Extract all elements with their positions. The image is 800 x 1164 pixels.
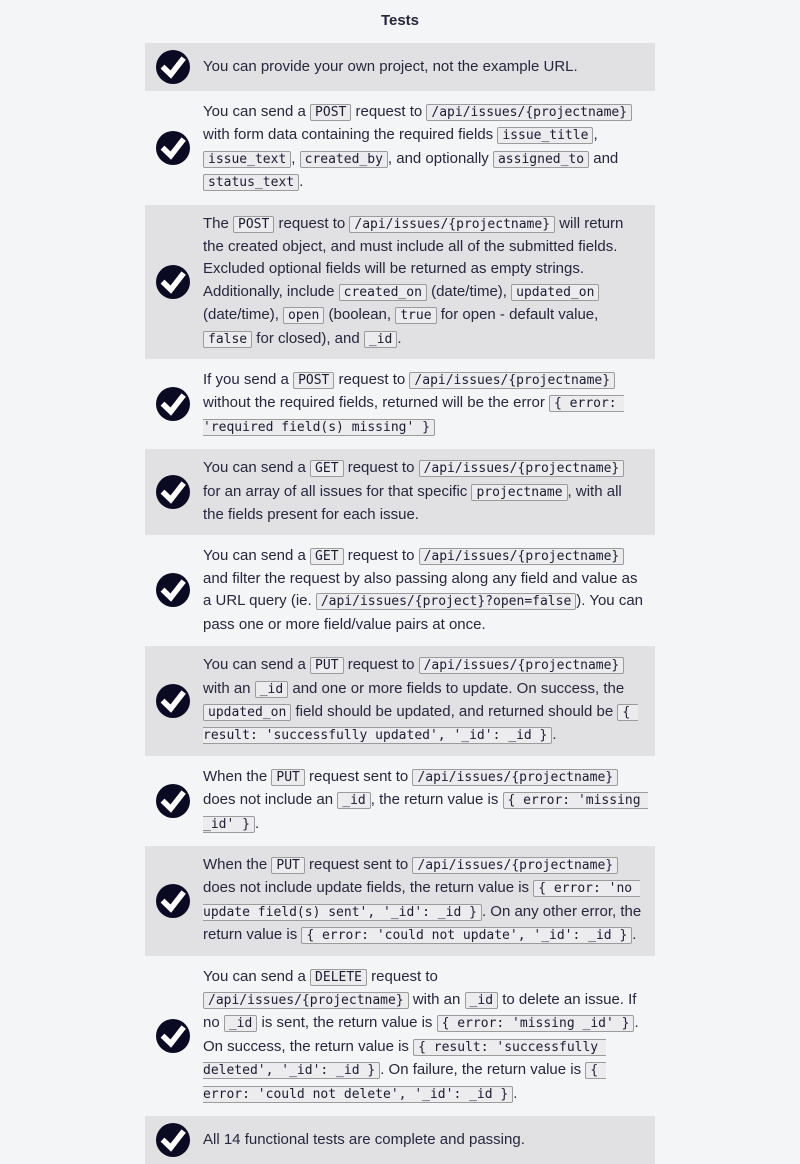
- check-circle-icon: [156, 884, 190, 918]
- check-circle-icon: [156, 475, 190, 509]
- test-description: If you send a POST request to /api/issues/{projectname} without the required fields, returned will be the error { error: 'required field(s) missing' }: [203, 371, 625, 435]
- inline-code: projectname: [471, 484, 567, 501]
- test-description: You can send a GET request to /api/issues/{projectname} and filter the request by also passing along any field and value as a URL query (ie. /api/issues/{project}?open=false ). You can pass one or more field/value pairs at once.: [203, 546, 644, 633]
- inline-code: updated_on: [203, 704, 291, 721]
- inline-code: _id: [255, 681, 288, 698]
- test-row: [145, 43, 655, 91]
- inline-code: _id: [224, 1015, 257, 1032]
- inline-code: /api/issues/{projectname}: [349, 216, 555, 233]
- inline-code: POST: [233, 216, 274, 233]
- check-circle-icon: [156, 131, 190, 165]
- page-header: [0, 0, 800, 30]
- inline-code: updated_on: [511, 284, 599, 301]
- check-circle-icon: [156, 573, 190, 607]
- check-circle-icon: [156, 387, 190, 421]
- inline-code: status_text: [203, 174, 299, 191]
- test-row: [145, 958, 655, 1114]
- test-row: [145, 449, 655, 534]
- inline-code: { error: 'could not delete', '_id': _id }: [203, 1063, 606, 1102]
- test-row: [145, 758, 655, 844]
- test-row: [145, 1116, 655, 1164]
- inline-code: /api/issues/{projectname}: [412, 857, 618, 874]
- inline-code: { error: 'could not update', '_id': _id }: [301, 927, 632, 944]
- inline-code: /api/issues/{projectname}: [203, 992, 409, 1009]
- inline-code: /api/issues/{projectname}: [419, 657, 625, 674]
- check-circle-icon: [156, 1123, 190, 1157]
- inline-code: { result: 'successfully deleted', '_id': _id }: [203, 1039, 606, 1079]
- page-title: Tests: [380, 12, 420, 29]
- test-row: [145, 537, 655, 645]
- inline-code: PUT: [271, 857, 304, 874]
- check-circle-icon: [156, 1019, 190, 1053]
- inline-code: { error: 'required field(s) missing' }: [203, 396, 625, 435]
- inline-code: assigned_to: [493, 151, 589, 168]
- test-description: The POST request to /api/issues/{projectname} will return the created object, and must include all of the submitted fields. Excluded optional fields will be returned as empty strings. Additionally, include created_on (date/time), updated_on (date/time), open (boolean, true for open - default value, false for closed), and _id .: [203, 214, 624, 347]
- check-circle-icon: [156, 684, 190, 718]
- test-description: You can send a DELETE request to /api/issues/{projectname} with an _id to delete an issue. If no _id is sent, the return value is { error: 'missing _id' } . On success, the return value is { result: 'successfully deleted', '_id': _id } . On failure, the return value is { error: 'could not delete', '_id': _id } .: [203, 967, 639, 1102]
- inline-code: _id: [465, 992, 498, 1009]
- inline-code: issue_title: [497, 127, 593, 144]
- inline-code: GET: [310, 460, 343, 477]
- tests-list: [145, 43, 655, 1164]
- inline-code: _id: [364, 331, 397, 348]
- inline-code: /api/issues/{projectname}: [412, 769, 618, 786]
- test-description: When the PUT request sent to /api/issues/{projectname} does not include update fields, the return value is { error: 'no update field(s) sent', '_id': _id } . On any other error, the return value is { error: 'could not update', '_id': _id } .: [203, 855, 642, 944]
- inline-code: { error: 'missing _id' }: [437, 1015, 635, 1032]
- inline-code: { result: 'successfully updated', '_id': _id }: [203, 704, 639, 744]
- inline-code: POST: [310, 104, 351, 121]
- inline-code: { error: 'no update field(s) sent', '_id': _id }: [203, 881, 640, 920]
- test-row: [145, 846, 655, 956]
- inline-code: PUT: [310, 657, 343, 674]
- inline-code: /api/issues/{projectname}: [419, 460, 625, 477]
- check-circle-icon: [156, 265, 190, 299]
- inline-code: GET: [310, 548, 343, 565]
- test-row: [145, 205, 655, 359]
- test-description: You can send a PUT request to /api/issues/{projectname} with an _id and one or more fields to update. On success, the updated_on field should be updated, and returned should be { result: 'successfully updated', '_id': _id } .: [203, 656, 639, 744]
- inline-code: /api/issues/{projectname}: [419, 548, 625, 565]
- inline-code: created_by: [300, 151, 388, 168]
- check-circle-icon: [156, 784, 190, 818]
- inline-code: PUT: [271, 769, 304, 786]
- test-row: [145, 361, 655, 447]
- inline-code: /api/issues/{project}?open=false: [316, 593, 576, 610]
- test-row: [145, 93, 655, 203]
- test-description: You can send a GET request to /api/issues/{projectname} for an array of all issues for that specific projectname , with all the fields present for each issue.: [203, 457, 643, 526]
- test-description: You can provide your own project, not the example URL.: [203, 57, 578, 75]
- inline-code: false: [203, 331, 252, 348]
- inline-code: /api/issues/{projectname}: [409, 372, 615, 389]
- inline-code: POST: [293, 372, 334, 389]
- inline-code: issue_text: [203, 151, 291, 168]
- inline-code: true: [395, 307, 436, 324]
- test-row: [145, 646, 655, 756]
- inline-code: { error: 'missing _id' }: [203, 793, 649, 832]
- test-description: When the PUT request sent to /api/issues/{projectname} does not include an _id , the return value is { error: 'missing _id' } .: [203, 767, 649, 832]
- test-description: You can send a POST request to /api/issues/{projectname} with form data containing the required fields issue_title , issue_text , created_by , and optionally assigned_to and status_text .: [203, 101, 643, 195]
- inline-code: DELETE: [310, 969, 367, 986]
- inline-code: created_on: [339, 284, 427, 301]
- check-circle-icon: [156, 50, 190, 84]
- inline-code: open: [283, 307, 324, 324]
- inline-code: _id: [337, 792, 370, 809]
- inline-code: /api/issues/{projectname}: [426, 104, 632, 121]
- test-description: All 14 functional tests are complete and passing.: [203, 1130, 525, 1148]
